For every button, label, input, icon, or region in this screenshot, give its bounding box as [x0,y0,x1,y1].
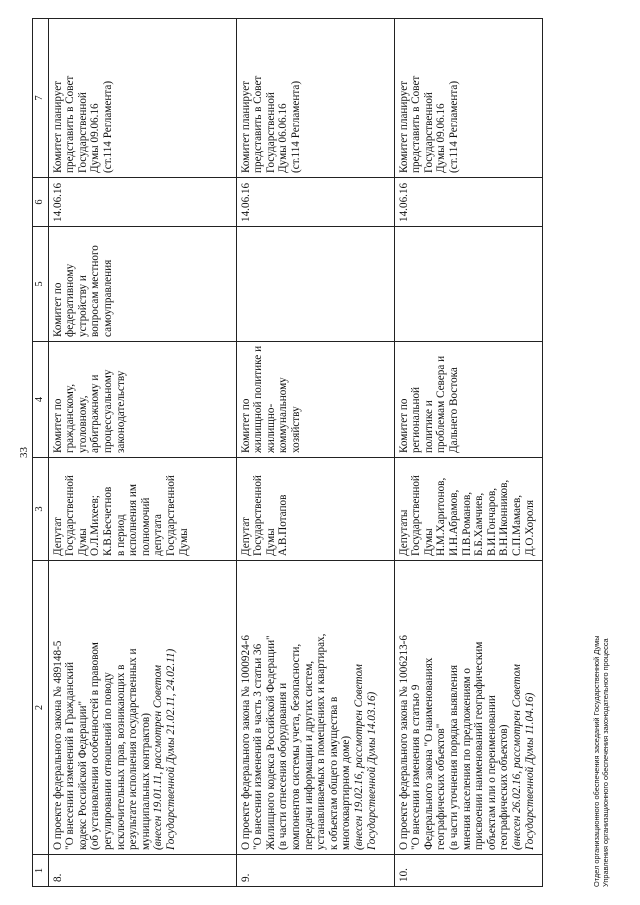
plan-line: Государственной [76,92,89,173]
plan-line: (ст.114 Регламента) [289,80,302,173]
plan-line: Государственной [264,92,277,173]
bill-title-line: Федерального закона "О наименованиях [422,657,435,850]
author-line: Думы [76,528,89,556]
row-number: 8. [48,855,236,887]
bill-title-line: устанавливаемых в помещениях и квартирах, [315,633,328,850]
session-date: 14.06.16 [48,178,236,227]
plan-line: Думы 06.06.16 [277,103,290,173]
plan-line: Государственной [422,92,435,173]
bill-authors [48,458,236,561]
committee-line: региональной [410,386,423,453]
bill-title-line: "О внесении изменений в Гражданский [64,662,77,850]
table-row [48,19,236,887]
co-executor-committee [48,227,236,342]
col-header-1: 1 [33,855,49,887]
plan-line: Думы 09.06.16 [89,103,102,173]
author-line: Думы [264,528,277,556]
bill-title-line: "О внесении изменений в часть 3 статьи 36 [252,643,265,850]
bill-title-line: муниципальных контрактов) [139,713,152,850]
author-line: в период [114,514,127,556]
bill-title-line: О проекте федерального закона № 1000924-6 [239,635,252,850]
responsible-committee [48,342,236,458]
bill-title-line: (об установлении особенностей в правовом [89,642,102,850]
author-line: П.В.Романов, [460,491,473,556]
committee-line: политике и [422,400,435,453]
committee-plan [48,19,236,178]
bill-note-line: Государственной Думы 11.04.16) [523,692,536,850]
bill-description [236,561,394,855]
committee-line: Комитет по [397,398,410,453]
table-row [236,19,394,887]
col-header-3: 3 [33,458,49,561]
bill-note-line: (внесен 19.01.11, рассмотрен Советом [152,664,165,850]
row-number: 9. [236,855,394,887]
col-header-4: 4 [33,342,49,458]
bill-description [48,561,236,855]
table-row [394,19,543,887]
plan-line: Комитет планирует [239,80,252,173]
author-line: депутата [152,514,165,556]
committee-line: Дальнего Востока [447,367,460,453]
author-line: Д.О.Хороля [523,499,536,556]
author-line: О.Л.Михеев; [89,495,102,556]
author-line: исполнения им [127,484,140,556]
responsible-committee [236,342,394,458]
plan-line: Комитет планирует [397,80,410,173]
co-committee-line: устройству и [76,275,89,337]
bill-authors [236,458,394,561]
author-line: В.И.Гончаров, [485,487,498,556]
bill-title-line: объектам или о переименовании [485,695,498,850]
committee-line: жилищной политике и [252,345,265,453]
col-header-7: 7 [33,19,49,178]
author-line: Депутат [51,517,64,556]
committee-line: проблемам Севера и [435,355,448,453]
plan-line: (ст.114 Регламента) [447,80,460,173]
committee-line: хозяйству [289,406,302,453]
author-line: С.П.Мамаев, [510,494,523,556]
committee-plan [394,19,543,178]
plan-line: представить в Совет [64,75,77,173]
bill-title-line: регулировании отношений по поводу [101,672,114,850]
bill-title-line: (в части отнесения оборудования и [277,682,290,850]
co-executor-committee [394,227,543,342]
bill-title-line: Жилищного кодекса Российской Федерации" [264,635,277,850]
bill-title-line: исключительных прав, возникающих в [114,664,127,850]
col-header-2: 2 [33,561,49,855]
author-line: Государственной [164,475,177,556]
bill-title-line: географических объектов" [435,723,448,850]
committee-line: процессуальному [101,369,114,453]
author-line: Н.М.Харитонов, [435,477,448,556]
committee-line: законодательству [114,370,127,453]
header-row [33,19,49,887]
author-line: А.В.Потапов [277,494,290,556]
bill-title-line: к объектам общего имущества в [327,696,340,850]
col-header-5: 5 [33,227,49,342]
author-line: Государственной [64,475,77,556]
plan-line: (ст.114 Регламента) [101,80,114,173]
bill-note-line: Государственной Думы 21.02.11, 24.02.11) [164,648,177,850]
bill-authors [394,458,543,561]
author-line: Депутат [239,517,252,556]
author-line: И.Н.Абрамов, [447,489,460,556]
committee-line: коммунальному [277,377,290,453]
author-line: Б.Б.Хамчиев, [473,492,486,556]
committee-line: арбитражному и [89,374,102,453]
bill-title-line: (в части уточнения порядка выявления [447,665,460,850]
bill-title-line: компонентов системы учета, безопасности, [289,643,302,850]
bill-title-line: мнения населения по предложениям о [460,668,473,850]
committee-line: гражданскому, [64,383,77,453]
plan-line: представить в Совет [252,75,265,173]
plan-line: представить в Совет [410,75,423,173]
bill-note-line: (внесен 19.02.16, рассмотрен Советом [352,664,365,850]
plan-line: Комитет планирует [51,80,64,173]
author-line: Депутаты [397,509,410,556]
co-committee-line: федеративному [64,263,77,337]
co-committee-line: самоуправления [101,259,114,337]
bill-title-line: "О внесении изменения в статью 9 [410,684,423,850]
footer-note [592,635,610,887]
bill-title-line: кодекс Российской Федерации" [76,700,89,850]
bills-table [32,18,543,887]
responsible-committee [394,342,543,458]
page-number: 33 [18,447,30,458]
bill-description [394,561,543,855]
bill-title-line: О проекте федерального закона № 489148-5 [51,640,64,850]
author-line: К.В.Бесчетнов [101,486,114,556]
author-line: Государственной [252,475,265,556]
session-date: 14.06.16 [394,178,543,227]
footer-line: Управления организационного обеспечения законодательного процесса [601,638,610,887]
author-line: Думы [422,528,435,556]
committee-line: жилищно- [264,403,277,453]
co-committee-line: Комитет по [51,282,64,337]
committee-line: уголовному, [76,395,89,453]
author-line: полномочий [139,497,152,556]
footer-line: Отдел организационного обеспечения заседаний Государственной Думы [592,635,601,887]
bill-title-line: О проекте федерального закона № 1006213-6 [397,635,410,850]
co-committee-line: вопросам местного [89,245,102,337]
author-line: Государственной [410,475,423,556]
co-executor-committee [236,227,394,342]
bill-title-line: результате исполнения государственных и [127,648,140,850]
bill-note-line: (внесен 26.02.16, рассмотрен Советом [510,664,523,850]
bill-title-line: присвоении наименований географическим [473,641,486,850]
session-date: 14.06.16 [236,178,394,227]
col-header-6: 6 [33,178,49,227]
bill-title-line: географических объектов) [498,724,511,850]
author-line: Думы [177,528,190,556]
author-line: В.Н.Иконников, [498,479,511,556]
committee-line: Комитет по [51,398,64,453]
bill-note-line: Государственной Думы 14.03.16) [365,691,378,850]
committee-line: Комитет по [239,398,252,453]
bill-title-line: многоквартирном доме) [340,735,353,850]
bill-title-line: передачи информации и других систем, [302,660,315,850]
committee-plan [236,19,394,178]
plan-line: Думы 09.06.16 [435,103,448,173]
row-number: 10. [394,855,543,887]
